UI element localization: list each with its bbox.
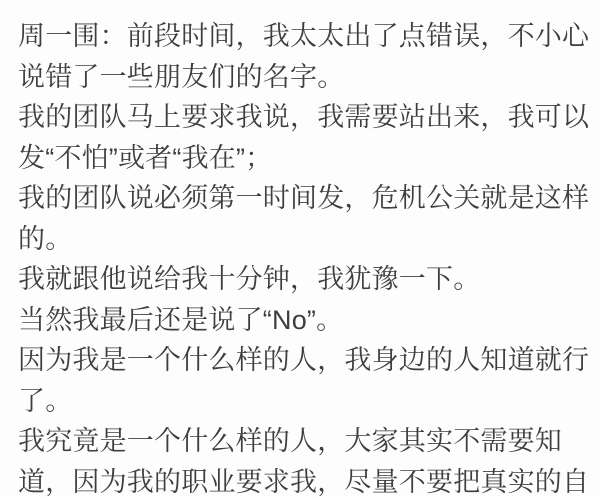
text-line-12: 道，因为我的职业要求我，尽量不要把真实的自 xyxy=(18,466,590,497)
text-line-1: 周一围：前段时间，我太太出了点错误，不小心 xyxy=(18,21,590,51)
text-line-11: 我究竟是一个什么样的人，大家其实不需要知 xyxy=(18,426,562,456)
text-line-7: 我就跟他说给我十分钟，我犹豫一下。 xyxy=(18,264,481,294)
text-line-6: 的。 xyxy=(18,223,73,254)
text-line-4: 发“不怕”或者“我在”； xyxy=(18,142,273,173)
text-line-9: 因为我是一个什么样的人，我身边的人知道就行 xyxy=(18,345,590,375)
text-line-3: 我的团队马上要求我说，我需要站出来，我可以 xyxy=(18,102,590,132)
text-line-10: 了。 xyxy=(18,385,73,416)
text-line-5: 我的团队说必须第一时间发，危机公关就是这样 xyxy=(18,183,590,213)
text-line-8: 当然我最后还是说了“No”。 xyxy=(18,304,344,335)
text-line-2: 说错了一些朋友们的名字。 xyxy=(18,61,345,92)
